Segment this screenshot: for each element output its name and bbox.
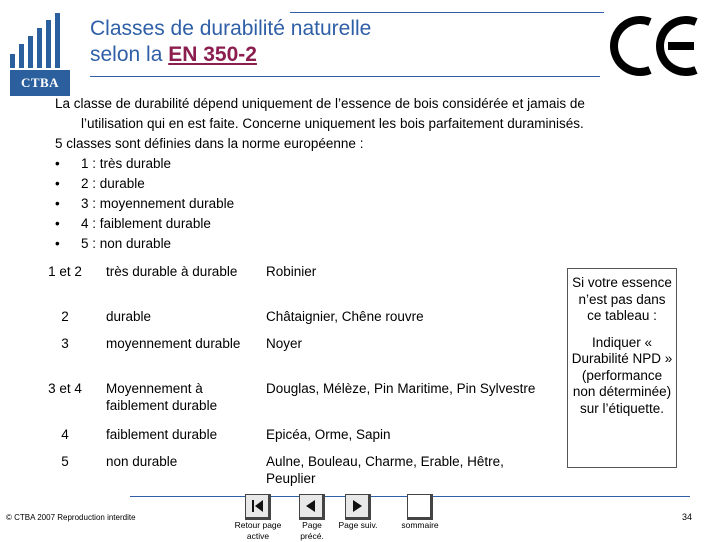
- bullet: •: [55, 156, 60, 171]
- bullet: •: [55, 176, 60, 191]
- list-item: [55, 214, 615, 234]
- ctba-logo: [8, 10, 70, 90]
- table-row: [30, 258, 554, 303]
- title-rule: [90, 76, 600, 77]
- note-paragraph-1: Si votre essence n’est pas dans ce tableau :: [572, 275, 672, 323]
- npd-note-box: [567, 268, 677, 468]
- title-line-2: [90, 42, 371, 68]
- next-button-label: Page suiv.: [338, 520, 378, 530]
- logo-plate: [10, 70, 70, 96]
- intro-paragraph-line-2: l’utilisation qui en est faite. Concerne uniquement les bois parfaitement duraminisés.: [81, 116, 584, 131]
- summary-button-label: sommaire: [401, 520, 439, 530]
- page-title: [90, 16, 371, 68]
- summary-button[interactable]: [392, 494, 448, 531]
- copyright: © CTBA 2007 Reproduction interdite: [6, 513, 136, 522]
- table-row: [30, 303, 554, 330]
- back-to-active-page-button[interactable]: [230, 494, 286, 542]
- bullet: •: [55, 196, 60, 211]
- table-row: [30, 330, 554, 375]
- durability-cell: moyennement durable: [106, 336, 241, 351]
- next-page-button[interactable]: [338, 494, 378, 531]
- list-item: [55, 154, 615, 174]
- species-cell: Epicéa, Orme, Sapin: [266, 427, 391, 442]
- classes-list: [55, 154, 615, 254]
- species-cell: Noyer: [266, 336, 303, 351]
- class-cell: 1 et 2: [48, 264, 82, 279]
- durability-cell: durable: [106, 309, 152, 324]
- top-rule: [290, 12, 604, 13]
- bullet: •: [55, 236, 60, 251]
- list-item: [55, 234, 615, 254]
- summary-icon: [407, 494, 433, 520]
- previous-page-button[interactable]: [292, 494, 332, 542]
- durability-cell: très durable à durable: [106, 264, 238, 279]
- durability-cell: Moyennement à faiblement durable: [106, 381, 218, 413]
- table-row: [30, 448, 554, 492]
- table-row: [30, 421, 554, 448]
- class-label: 1 : très durable: [81, 156, 172, 171]
- species-cell: Châtaignier, Chêne rouvre: [266, 309, 424, 324]
- species-cell: Douglas, Mélèze, Pin Maritime, Pin Sylvestre: [266, 381, 536, 396]
- class-label: 2 : durable: [81, 176, 145, 191]
- class-label: 4 : faiblement durable: [81, 216, 211, 231]
- class-label: 5 : non durable: [81, 236, 172, 251]
- title-line-1: Classes de durabilité naturelle: [90, 17, 372, 40]
- durability-cell: non durable: [106, 454, 178, 469]
- intro-classes-heading: 5 classes sont définies dans la norme européenne :: [55, 136, 364, 151]
- title-line-2-prefix: selon la: [90, 43, 169, 66]
- table-row: [30, 375, 554, 421]
- class-cell: 3 et 4: [48, 381, 82, 396]
- list-item: [55, 194, 615, 214]
- class-cell: 2: [61, 309, 69, 324]
- note-paragraph-2: Indiquer « Durabilité NPD » (performance non déterminée) sur l’étiquette.: [571, 334, 673, 416]
- class-cell: 5: [61, 454, 69, 469]
- skip-back-icon: [245, 494, 271, 520]
- next-icon: [345, 494, 371, 520]
- class-cell: 4: [61, 427, 69, 442]
- class-cell: 3: [61, 336, 69, 351]
- logo-bars-icon: [8, 10, 70, 70]
- durability-cell: faiblement durable: [106, 427, 218, 442]
- intro-paragraph-line-1: La classe de durabilité dépend uniquement de l’essence de bois considérée et jamais de: [55, 96, 585, 111]
- standard-reference: EN 350-2: [168, 43, 257, 66]
- species-cell: Aulne, Bouleau, Charme, Erable, Hêtre, Peuplier: [266, 454, 504, 486]
- list-item: [55, 174, 615, 194]
- durability-table: [30, 258, 554, 492]
- bullet: •: [55, 216, 60, 231]
- class-label: 3 : moyennement durable: [81, 196, 235, 211]
- species-cell: Robinier: [266, 264, 317, 279]
- back-button-label: Retour page active: [234, 520, 282, 541]
- previous-button-label: Page précé.: [300, 520, 324, 541]
- prev-icon: [299, 494, 325, 520]
- ce-mark-icon: [610, 14, 702, 78]
- logo-text: CTBA: [20, 75, 60, 90]
- page-number: 34: [682, 512, 693, 522]
- intro-text: [55, 94, 615, 254]
